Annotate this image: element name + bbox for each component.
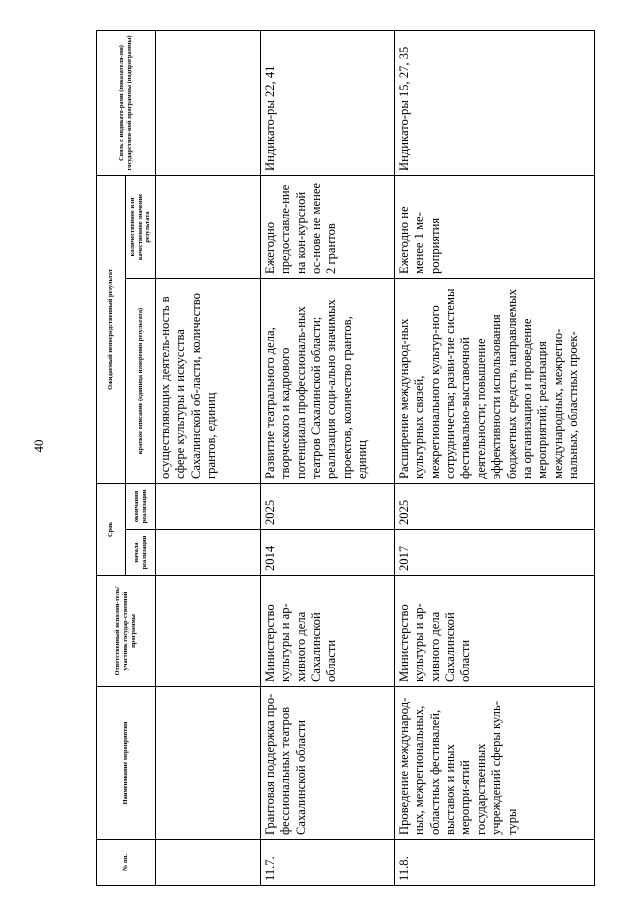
cell-responsible: [156, 576, 261, 687]
cell-start: [156, 530, 261, 576]
cell-quantity: Ежегодно предоставле-ние на кон-курсной ос-нове не менее 2 грантов: [261, 175, 395, 278]
cell-start: 2014: [261, 530, 395, 576]
cell-end: [156, 483, 261, 529]
cell-link: Индикато-ры 22, 41: [261, 30, 395, 175]
cell-responsible: Министерство культуры и ар-хивного дела Сахалинской области: [261, 576, 395, 687]
cell-brief: Развитие театрального дела, творческого и кадрового потенциала профессиональ-ных театров Сахалинской области; реализация соци-ально значимых проектов, количество грантов, единиц: [261, 278, 395, 483]
cell-name: Грантовая поддержка про-фессиональных театров Сахалинской области: [261, 687, 395, 840]
table-header-row: [97, 30, 126, 885]
cell-responsible: Министерство культуры и ар-хивного дела Сахалинской области: [395, 576, 595, 687]
header-expected: Ожидаемый непосредственный результат: [97, 175, 126, 483]
cell-num: 11.8.: [395, 840, 595, 886]
header-num: № пп.: [97, 840, 156, 886]
cell-num: 11.7.: [261, 840, 395, 886]
cell-end: 2025: [261, 483, 395, 529]
cell-end: 2025: [395, 483, 595, 529]
cell-quantity: [156, 175, 261, 278]
cell-brief: осуществляющих деятель-ность в сфере культуры и искусства Сахалинской об-ласти, количество грантов, единиц: [156, 278, 261, 483]
header-name: Наименование мероприятия: [97, 687, 156, 840]
table-row: [156, 30, 261, 885]
cell-name: [156, 687, 261, 840]
rotated-page-content: [96, 31, 594, 886]
cell-name: Проведение международ-ных, межрегиональных, областных фестивалей, выставок и иных меропри-ятий государственных учреждений сферы куль-туры: [395, 687, 595, 840]
cell-link: Индикато-ры 15, 27, 35: [395, 30, 595, 175]
cell-brief: Расширение международ-ных культурных связей, межрегионального культур-ного сотрудничества; разви-тие системы фестивально-выставочной деятельности; повышение эффективности использования бюджетных средств, направляемых на организацию и проведение мероприятий; реализация международных, межрегио-нальных, областных проек-: [395, 278, 595, 483]
header-term: Срок: [97, 483, 126, 575]
measures-table: [96, 30, 595, 886]
header-end: окончания реализации: [126, 483, 156, 529]
table-row: [395, 30, 595, 885]
cell-num: [156, 840, 261, 886]
cell-link: [156, 30, 261, 175]
header-brief: краткое описание (единица измерения результата): [126, 278, 156, 483]
cell-start: 2017: [395, 530, 595, 576]
header-responsible: Ответственный исполни-тель/участник государ-ственной программы: [97, 576, 156, 687]
page-number: 40: [31, 439, 46, 453]
header-quantity: количественное или качественное значение результата: [126, 175, 156, 278]
table-row: [261, 30, 395, 885]
header-start: начала реализации: [126, 530, 156, 576]
cell-quantity: Ежегодно не менее 1 ме-роприятия: [395, 175, 595, 278]
header-link: Связь с индикато-рами (показателя-ми) государствен-ной программы (подпрограммы): [97, 30, 156, 175]
